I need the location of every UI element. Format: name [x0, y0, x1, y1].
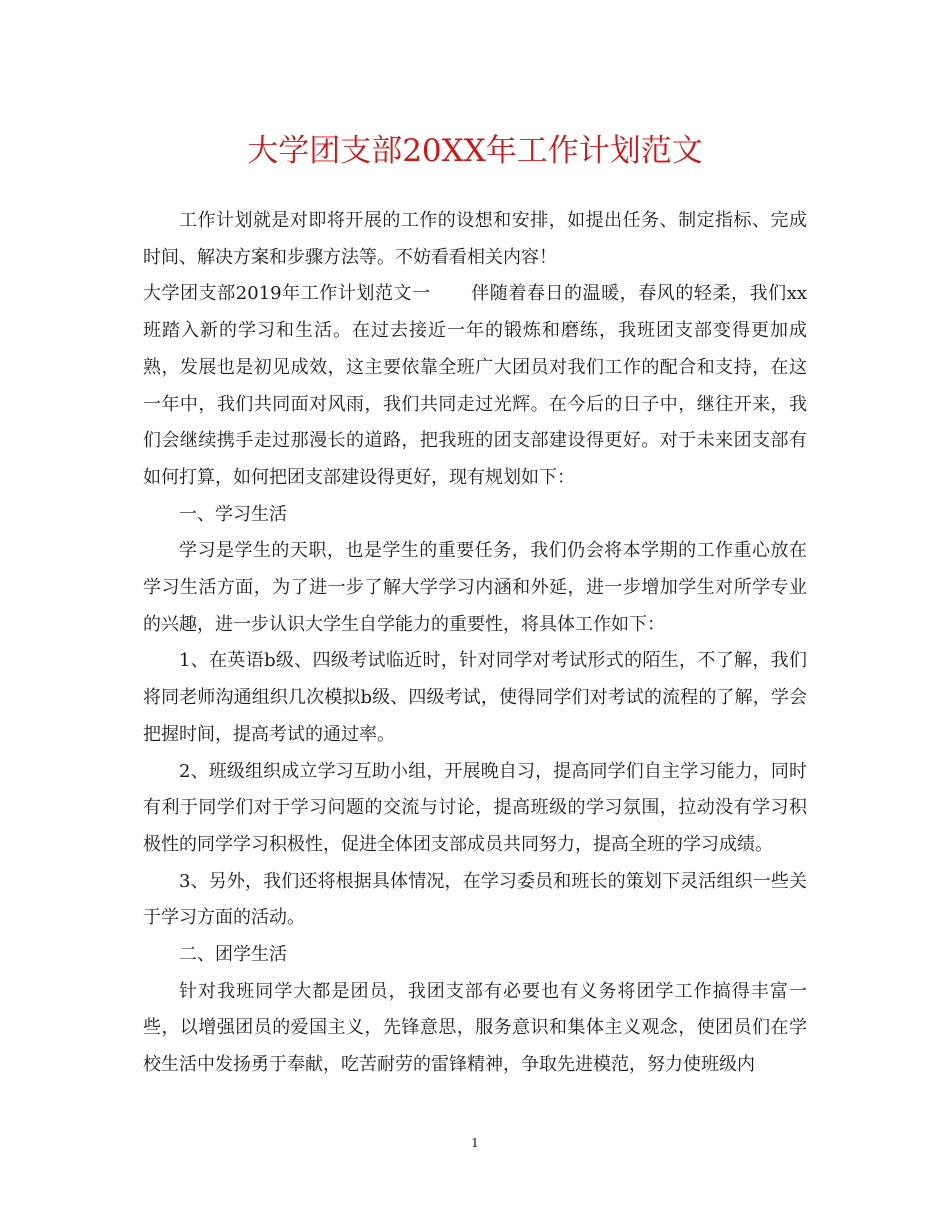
plan-heading-title: 大学团支部2019年工作计划范文一 — [143, 283, 431, 305]
plan-heading-body: 伴随着春日的温暖，春风的轻柔，我们xx班踏入新的学习和生活。在过去接近一年的锻炼和磨练，我班团支部变得更加成熟，发展也是初见成效，这主要依靠全班广大团员对我们工作的配合和支持，在这一年中，我们共同面对风雨，我们共同走过光辉。在今后的日子中，继往开来，我们会继续携手走过那漫长的道路，把我班的团支部建设得更好。对于未来团支部有如何打算，如何把团支部建设得更好，现有规划如下： — [143, 283, 807, 488]
league-paragraph: 针对我班同学大都是团员，我团支部有必要也有义务将团学工作搞得丰富一些，以增强团员的爱国主义，先锋意思，服务意识和集体主义观念，使团员们在学校生活中发扬勇于奉献，吃苦耐劳的雷锋精神，争取先进模范，努力使班级内 — [143, 980, 807, 1076]
study-item-2: 2、班级组织成立学习互助小组，开展晚自习，提高同学们自主学习能力，同时有利于同学们对于学习问题的交流与讨论，提高班级的学习氛围，拉动没有学习积极性的同学学习积极性，促进全体团支部成员共同努力，提高全班的学习成绩。 — [143, 760, 807, 855]
section-heading-study: 一、学习生活 — [179, 503, 287, 525]
document-title: 大学团支部20XX年工作计划范文 — [247, 133, 703, 169]
page-number: 1 — [471, 1136, 479, 1150]
study-item-1: 1、在英语b级、四级考试临近时，针对同学对考试形式的陌生，不了解，我们将同老师沟通组织几次模拟b级、四级考试，使得同学们对考试的流程的了解，学会把握时间，提高考试的通过率。 — [143, 650, 807, 745]
document-body — [143, 203, 807, 1084]
section-heading-league: 二、团学生活 — [179, 944, 287, 966]
plan-heading-paragraph — [143, 276, 807, 496]
study-item-3: 3、另外，我们还将根据具体情况，在学习委员和班长的策划下灵活组织一些关于学习方面的活动。 — [143, 870, 807, 929]
intro-paragraph: 工作计划就是对即将开展的工作的设想和安排，如提出任务、制定指标、完成时间、解决方案和步骤方法等。不妨看看相关内容！ — [143, 210, 807, 268]
study-paragraph: 学习是学生的天职，也是学生的重要任务，我们仍会将本学期的工作重心放在学习生活方面，为了进一步了解大学学习内涵和外延，进一步增加学生对所学专业的兴趣，进一步认识大学生自学能力的重要性，将具体工作如下： — [143, 540, 807, 635]
